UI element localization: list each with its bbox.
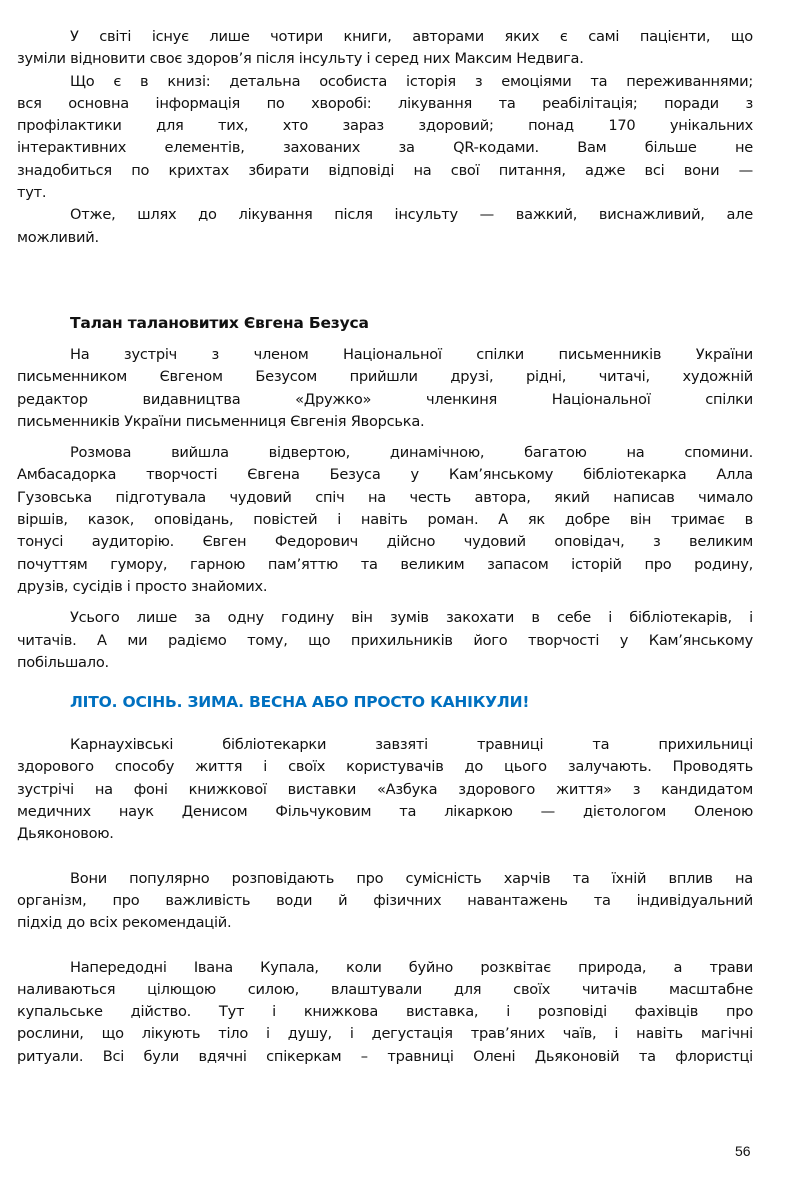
text-line: вся основна інформація по хворобі: лікування та реабілітація; поради з xyxy=(17,94,753,112)
paragraph-conversation xyxy=(17,442,753,598)
text-line: почуттям гумору, гарною пам’яттю та великим запасом історій про родину, xyxy=(17,555,753,573)
text-line: У світі існує лише чотири книги, авторами яких є самі пацієнти, що xyxy=(70,28,753,45)
text-line: тут. xyxy=(17,184,47,202)
text-line: побільшало. xyxy=(17,653,109,671)
text-line: редактор видавництва «Дружко» членкиня Національної спілки xyxy=(17,390,753,408)
text-line: Розмова вийшла відвертою, динамічною, багатою на спомини. xyxy=(70,444,753,462)
text-line: друзів, сусідів і просто знайомих. xyxy=(17,577,268,595)
text-line: Карнаухівські бібліотекарки завзяті травниці та прихильниці xyxy=(70,736,753,754)
text-line: зустрічі на фоні книжкової виставки «Азбука здорового життя» з кандидатом xyxy=(17,780,753,798)
text-line: віршів, казок, оповідань, повістей і навіть роман. А як добре він тримає в xyxy=(17,511,753,529)
text-line: підхід до всіх рекомендацій. xyxy=(17,914,232,932)
text-line: тонусі аудиторію. Євген Федорович дійсно чудовий оповідач, з великим xyxy=(17,533,753,551)
text-line: медичних наук Денисом Фільчуковим та лікаркою — дієтологом Оленою xyxy=(17,803,753,821)
text-line: ритуали. Всі були вдячні спікеркам – травниці Олені Дьяконовій та флористці xyxy=(17,1047,753,1065)
text-line: рослини, що лікують тіло і душу, і дегустація трав’яних чаїв, і навіть магічні xyxy=(17,1025,753,1043)
text-line: організм, про важливість води й фізичних навантажень та індивідуальний xyxy=(17,891,753,909)
text-line: читачів. А ми радіємо тому, що прихильників його творчості у Кам’янському xyxy=(17,631,753,649)
text-line: На зустріч з членом Національної спілки письменників України xyxy=(70,345,753,363)
section-heading-seasons: ЛІТО. ОСІНЬ. ЗИМА. ВЕСНА АБО ПРОСТО КАНІКУЛИ! xyxy=(70,693,530,712)
text-line: Дьяконовою. xyxy=(17,825,114,843)
text-line: Отже, шлях до лікування після інсульту — важкий, виснажливий, але xyxy=(70,206,753,224)
text-line: наливаються цілющою силою, влаштували для своїх читачів масштабне xyxy=(17,980,753,998)
page-number: 56 xyxy=(735,1143,751,1159)
paragraph-one-hour xyxy=(17,607,753,674)
paragraph-four-books xyxy=(17,26,753,71)
text-line: Напередодні Івана Купала, коли буйно розквітає природа, а трави xyxy=(70,958,753,976)
text-line: здорового способу життя і своїх користувачів до цього залучають. Проводять xyxy=(17,758,753,776)
paragraph-book-contents xyxy=(17,71,753,205)
paragraph-karnaukhivka xyxy=(17,734,753,845)
paragraph-nutrition xyxy=(17,868,753,935)
text-line: Усього лише за одну годину він зумів закохати в себе і бібліотекарів, і xyxy=(70,609,753,627)
paragraph-conclusion xyxy=(17,204,753,249)
text-line: профілактики для тих, хто зараз здоровий; понад 170 унікальних xyxy=(17,117,753,135)
text-line: письменників України письменниця Євгенія Яворська. xyxy=(17,412,425,430)
paragraph-kupala xyxy=(17,957,753,1068)
text-line: Вони популярно розповідають про сумісність харчів та їхній вплив на xyxy=(70,869,753,887)
text-line: Що є в книзі: детальна особиста історія з емоціями та переживаннями; xyxy=(70,72,753,90)
section-heading-bezus: Талан талановитих Євгена Безуса xyxy=(70,313,369,332)
text-line: Гузовська підготувала чудовий спіч на честь автора, який написав чимало xyxy=(17,488,753,506)
document-page xyxy=(17,26,753,1068)
text-line: Амбасадорка творчості Євгена Безуса у Кам’янському бібліотекарка Алла xyxy=(17,466,753,484)
text-line: зуміли відновити своє здоров’я після інсульту і серед них Максим Недвига. xyxy=(17,50,584,68)
text-line: можливий. xyxy=(17,228,99,246)
text-line: купальське дійство. Тут і книжкова виставка, і розповіді фахівців про xyxy=(17,1003,753,1021)
text-line: інтерактивних елементів, захованих за QR-кодами. Вам більше не xyxy=(17,139,753,157)
text-line: письменником Євгеном Безусом прийшли друзі, рідні, читачі, художній xyxy=(17,368,753,386)
paragraph-meeting xyxy=(17,344,753,433)
text-line: знадобиться по крихтах збирати відповіді на свої питання, адже всі вони — xyxy=(17,161,753,179)
